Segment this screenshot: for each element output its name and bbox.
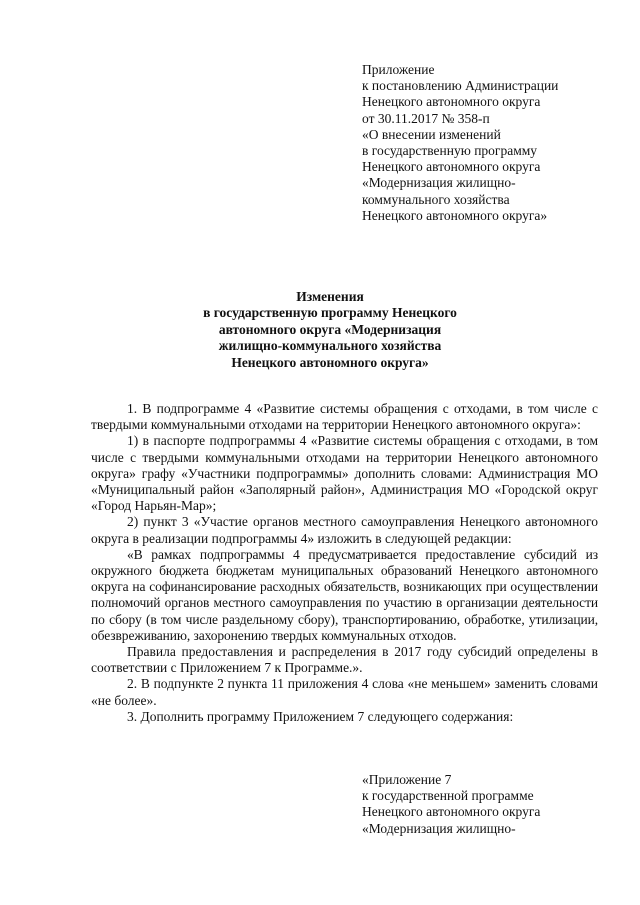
paragraph-subitem-2: 2) пункт 3 «Участие органов местного самоуправления Ненецкого автономного округа в реализации подпрограммы 4» изложить в следующей редакции:	[91, 514, 598, 546]
appendix-line: к постановлению Администрации	[362, 78, 559, 94]
paragraph-item-2: 2. В подпункте 2 пункта 11 приложения 4 слова «не меньшем» заменить словами «не более».	[91, 676, 598, 708]
paragraph-quote: «В рамках подпрограммы 4 предусматривается предоставление субсидий из окружного бюджета бюджетам муниципальных образований Ненецкого автономного округа на софинансирование расходных обязательств, возникающих при осуществлении полномочий органов местного самоуправления по участию в организации деятельности по сбору (в том числе раздельному сбору), транспортированию, обработке, утилизации, обезвреживанию, захоронению твердых коммунальных отходов.	[91, 546, 598, 643]
appendix-line: «Модернизация жилищно-	[362, 175, 516, 191]
appendix-line: «О внесении изменений	[362, 126, 501, 142]
document-title	[60, 289, 600, 371]
appendix-line: к государственной программе	[362, 788, 534, 804]
appendix-line: коммунального хозяйства	[362, 191, 510, 207]
title-line: Изменения	[296, 289, 364, 304]
title-line: в государственную программу Ненецкого	[203, 305, 457, 321]
paragraph-item-1: 1. В подпрограмме 4 «Развитие системы обращения с отходами, в том числе с твердыми коммунальными отходами на территории Ненецкого автономного округа»:	[91, 401, 598, 433]
paragraph-item-3: 3. Дополнить программу Приложением 7 следующего содержания:	[127, 708, 514, 724]
appendix-line: в государственную программу	[362, 143, 538, 159]
appendix-line: Ненецкого автономного округа	[362, 804, 541, 820]
title-line: автономного округа «Модернизация	[218, 321, 442, 337]
document-body	[91, 401, 598, 725]
appendix-footer	[362, 772, 540, 837]
appendix-line: Ненецкого автономного округа	[362, 159, 541, 175]
appendix-line: Приложение	[362, 62, 435, 77]
appendix-line: «Модернизация жилищно-	[362, 820, 516, 836]
title-line: жилищно-коммунального хозяйства	[218, 338, 442, 354]
appendix-header	[362, 62, 558, 224]
appendix-line: от 30.11.2017 № 358-п	[362, 110, 490, 126]
appendix-line: Ненецкого автономного округа»	[362, 207, 548, 223]
paragraph-rules: Правила предоставления и распределения в 2017 году субсидий определены в соответствии с Приложением 7 к Программе.».	[91, 644, 598, 676]
title-line: Ненецкого автономного округа»	[231, 354, 429, 370]
paragraph-subitem-1: 1) в паспорте подпрограммы 4 «Развитие системы обращения с отходами, в том числе с твердыми коммунальными отходами на территории Ненецкого автономного округа» графу «Участники подпрограммы» дополнить словами: Администрация МО «Муниципальный район «Заполярный район», Администрация МО «Городской округ «Город Нарьян-Мар»;	[91, 433, 598, 514]
appendix-line: Ненецкого автономного округа	[362, 94, 541, 110]
appendix-line: «Приложение 7	[362, 772, 452, 787]
